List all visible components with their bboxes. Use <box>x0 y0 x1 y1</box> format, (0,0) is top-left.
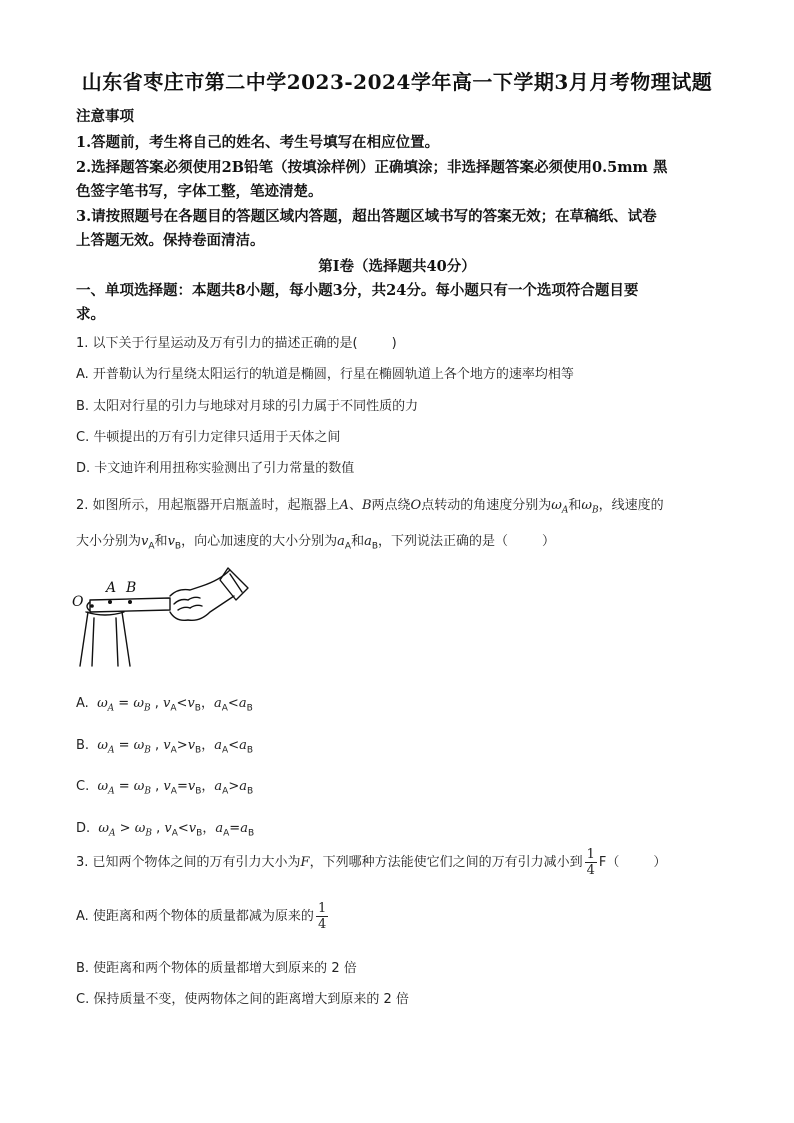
q2-sub: B <box>371 541 379 552</box>
q2-a: a <box>239 779 248 794</box>
q3-option-a <box>76 902 330 931</box>
q2-sub: B <box>143 703 151 714</box>
q2-option-a <box>76 692 253 714</box>
q3-option-a-fraction <box>316 902 328 931</box>
omega-relation: = <box>114 779 134 794</box>
q2-omega: ω <box>133 779 145 794</box>
q2-omega: ω <box>133 738 145 753</box>
q2-a: a <box>239 738 247 753</box>
q2-text: 和 <box>154 534 168 549</box>
q2-a: a <box>215 821 224 836</box>
q2-sub: A <box>148 541 155 552</box>
q2-sub: B <box>196 828 203 839</box>
q2-sub: A <box>222 786 229 797</box>
comma: , <box>150 738 160 753</box>
q2-sub: A <box>170 703 177 714</box>
q2-v: v <box>187 779 196 794</box>
notice-item-1: 1.答题前，考生将自己的姓名、考生号填写在相应位置。 <box>76 134 440 151</box>
comma: , <box>150 696 159 711</box>
q2-v: v <box>167 534 175 549</box>
q2-v: v <box>163 779 171 794</box>
q2-text: 点转动的角速度分别为 <box>421 498 552 513</box>
q2-sub: A <box>344 541 352 552</box>
q2-sub: B <box>195 745 202 756</box>
q2-a: a <box>214 738 223 753</box>
option-letter: D. <box>76 821 91 836</box>
comma: ， <box>202 821 216 836</box>
q3-text: ，下列哪种方法能使它们之间的万有引力减小到 <box>309 855 583 870</box>
label-o: O <box>72 594 84 610</box>
v-relation: = <box>176 779 188 794</box>
q2-v: v <box>164 821 172 836</box>
q3-option-a-text: A. 使距离和两个物体的质量都减为原来的 <box>76 909 314 924</box>
section1-heading: 一、单项选择题：本题共8小题，每小题3分，共24分。每小题只有一个选项符合题目要 <box>76 282 639 299</box>
q2-a: a <box>238 696 247 711</box>
label-a: A <box>106 580 117 596</box>
q2-option-c <box>76 775 253 797</box>
q1-stem-close: ) <box>391 336 397 351</box>
comma: , <box>151 779 160 794</box>
v-relation: > <box>176 738 188 753</box>
point-b <box>128 600 132 604</box>
q2-omega: ω <box>551 498 562 513</box>
q2-sub: A <box>561 505 569 516</box>
q2-stem-line2 <box>76 530 555 552</box>
q2-text: 两点绕 <box>371 498 411 513</box>
page-title: 山东省枣庄市第二中学2023-2024学年高一下学期3月月考物理试题 <box>81 70 713 94</box>
option-letter: C. <box>76 779 90 794</box>
q2-sub: A <box>170 745 177 756</box>
a-relation: < <box>228 738 240 753</box>
bottle-opener-figure <box>70 566 250 670</box>
q3-option-b: B. 使距离和两个物体的质量都增大到原来的 2 倍 <box>76 961 357 976</box>
q2-text: ，向心加速度的大小分别为 <box>181 534 338 549</box>
q2-a: a <box>337 534 345 549</box>
q3-fraction <box>585 848 597 877</box>
q2-omega: ω <box>134 821 146 836</box>
q2-sub: B <box>247 786 254 797</box>
fraction-numerator: 1 <box>586 847 595 862</box>
q2-sub: A <box>107 745 115 756</box>
label-b: B <box>126 580 137 596</box>
q2-sub: A <box>170 786 177 797</box>
a-relation: < <box>227 696 239 711</box>
omega-relation: = <box>114 696 134 711</box>
q2-text: ） <box>542 534 556 549</box>
q3-text: （ <box>606 855 620 870</box>
option-letter: A. <box>76 696 89 711</box>
q2-sub: B <box>174 541 182 552</box>
fraction-numerator: 1 <box>317 901 327 916</box>
q2-option-d <box>76 817 254 839</box>
q2-option-b <box>76 734 253 756</box>
q2-var-o: O <box>410 498 422 513</box>
comma: , <box>151 821 161 836</box>
comma: ， <box>200 696 214 711</box>
q2-omega: ω <box>133 696 144 711</box>
q1-option-d: D. 卡文迪许利用扭称实验测出了引力常量的数值 <box>76 461 355 476</box>
point-o <box>90 604 94 608</box>
omega-relation: = <box>114 738 134 753</box>
q2-a: a <box>213 696 222 711</box>
q2-v: v <box>163 738 171 753</box>
q2-sub: A <box>171 828 178 839</box>
q2-v: v <box>141 534 149 549</box>
q2-text: ，下列说法正确的是（ <box>378 534 509 549</box>
q2-var-a: A <box>339 498 349 513</box>
q2-omega: ω <box>97 738 108 753</box>
q2-text: 、 <box>348 498 362 513</box>
q2-stem-line1 <box>76 494 664 516</box>
a-relation: = <box>229 821 241 836</box>
q1-option-a: A. 开普勒认为行星绕太阳运行的轨道是椭圆，行星在椭圆轨道上各个地方的速率均相等 <box>76 367 574 382</box>
q2-text: ，线速度的 <box>598 498 664 513</box>
q2-sub: A <box>108 786 115 797</box>
omega-relation: > <box>115 821 135 836</box>
q2-omega: ω <box>97 779 109 794</box>
q2-text: 和 <box>351 534 365 549</box>
q2-text: 和 <box>568 498 582 513</box>
q2-omega: ω <box>581 498 592 513</box>
fraction-denominator: 4 <box>317 917 327 932</box>
q2-sub: A <box>222 745 229 756</box>
q2-v: v <box>187 738 196 753</box>
q2-sub: A <box>109 828 116 839</box>
q2-sub: A <box>221 703 228 714</box>
q3-option-c: C. 保持质量不变，使两物体之间的距离增大到原来的 2 倍 <box>76 992 409 1007</box>
section1-heading-cont: 求。 <box>76 306 105 323</box>
q2-a: a <box>364 534 372 549</box>
v-relation: < <box>176 696 188 711</box>
v-relation: < <box>177 821 189 836</box>
q2-sub: A <box>223 828 230 839</box>
q2-sub: B <box>144 786 151 797</box>
fraction-denominator: 4 <box>586 863 595 878</box>
q1-option-c: C. 牛顿提出的万有引力定律只适用于天体之间 <box>76 430 341 445</box>
bottle-opener-diagram <box>70 566 250 670</box>
q3-text: F <box>598 855 607 870</box>
q2-v: v <box>162 696 171 711</box>
q2-a: a <box>240 821 248 836</box>
q2-v: v <box>187 696 195 711</box>
q1-stem <box>76 332 397 351</box>
q2-sub: A <box>107 703 115 714</box>
comma: ， <box>201 779 215 794</box>
point-a <box>108 600 112 604</box>
q1-stem-text: 1. 以下关于行星运动及万有引力的描述正确的是( <box>76 336 358 351</box>
q2-omega: ω <box>97 696 108 711</box>
q1-option-b: B. 太阳对行星的引力与地球对月球的引力属于不同性质的力 <box>76 399 419 414</box>
q2-omega: ω <box>98 821 110 836</box>
q2-sub: B <box>194 703 201 714</box>
q2-text: 大小分别为 <box>76 534 142 549</box>
part1-title: 第Ⅰ卷（选择题共40分） <box>318 258 476 275</box>
q2-a: a <box>214 779 223 794</box>
q2-sub: B <box>144 745 151 756</box>
q3-stem <box>76 848 666 877</box>
q3-var-f: F <box>300 855 310 870</box>
a-relation: > <box>228 779 240 794</box>
q2-sub: B <box>145 828 152 839</box>
notice-item-3: 3.请按照题号在各题目的答题区域内答题，超出答题区域书写的答案无效；在草稿纸、试卷 <box>76 208 657 225</box>
notice-item-2: 2.选择题答案必须使用2B铅笔（按填涂样例）正确填涂；非选择题答案必须使用0.5mm 黑 <box>76 159 668 176</box>
notice-item-3-cont: 上答题无效。保持卷面清洁。 <box>76 232 265 249</box>
q2-sub: B <box>195 786 202 797</box>
option-letter: B. <box>76 738 90 753</box>
notice-heading: 注意事项 <box>76 108 134 125</box>
q3-text: 3. 已知两个物体之间的万有引力大小为 <box>76 855 301 870</box>
q2-v: v <box>188 821 197 836</box>
q2-sub: B <box>246 745 254 756</box>
q2-sub: B <box>246 703 253 714</box>
comma: ， <box>201 738 215 753</box>
q3-text: ） <box>653 855 667 870</box>
q2-sub: B <box>247 828 255 839</box>
q2-var-b: B <box>361 498 372 513</box>
q2-sub: B <box>591 505 599 516</box>
notice-item-2-cont: 色签字笔书写，字体工整，笔迹清楚。 <box>76 183 323 200</box>
q2-text: 2. 如图所示，用起瓶器开启瓶盖时，起瓶器上 <box>76 498 340 513</box>
